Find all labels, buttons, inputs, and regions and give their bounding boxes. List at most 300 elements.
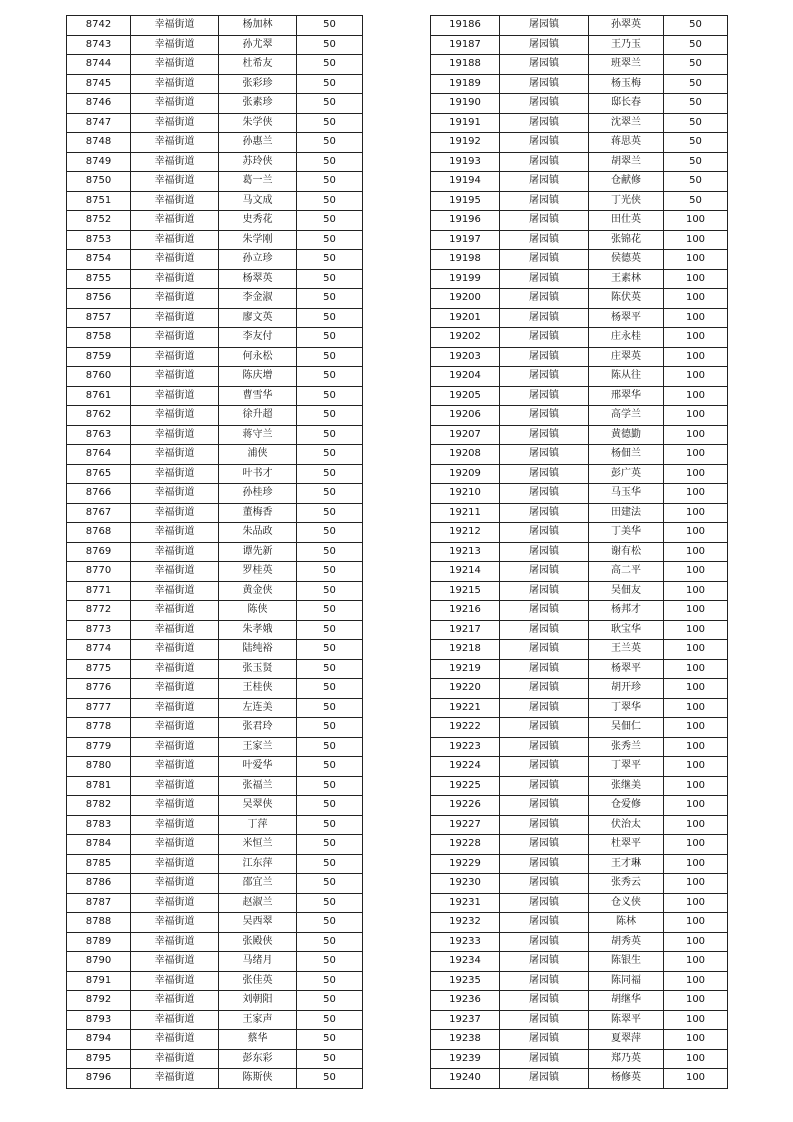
name-cell: 孙翠英 <box>589 16 664 36</box>
row-number-cell: 8767 <box>67 503 131 523</box>
table-row <box>431 542 728 562</box>
name-cell: 张福兰 <box>219 776 297 796</box>
table-row <box>67 269 363 289</box>
district-cell: 屠园镇 <box>500 971 589 991</box>
row-number-cell: 19239 <box>431 1049 500 1069</box>
row-number-cell: 8747 <box>67 113 131 133</box>
row-number-cell: 8785 <box>67 854 131 874</box>
name-cell: 陈翠平 <box>589 1010 664 1030</box>
row-number-cell: 19202 <box>431 328 500 348</box>
row-number-cell: 8759 <box>67 347 131 367</box>
amount-cell: 50 <box>297 74 363 94</box>
amount-cell: 100 <box>664 523 728 543</box>
table-row <box>431 854 728 874</box>
district-cell: 幸福街道 <box>131 874 219 894</box>
row-number-cell: 19197 <box>431 230 500 250</box>
table-row <box>67 35 363 55</box>
row-number-cell: 19186 <box>431 16 500 36</box>
row-number-cell: 19230 <box>431 874 500 894</box>
table-row <box>431 35 728 55</box>
district-cell: 幸福街道 <box>131 1049 219 1069</box>
table-row <box>67 289 363 309</box>
row-number-cell: 8793 <box>67 1010 131 1030</box>
name-cell: 谭先新 <box>219 542 297 562</box>
district-cell: 屠园镇 <box>500 854 589 874</box>
table-row <box>431 211 728 231</box>
amount-cell: 100 <box>664 815 728 835</box>
district-cell: 屠园镇 <box>500 718 589 738</box>
table-row <box>431 133 728 153</box>
amount-cell: 50 <box>664 152 728 172</box>
district-cell: 幸福街道 <box>131 133 219 153</box>
amount-cell: 100 <box>664 835 728 855</box>
district-cell: 屠园镇 <box>500 913 589 933</box>
row-number-cell: 8757 <box>67 308 131 328</box>
row-number-cell: 8762 <box>67 406 131 426</box>
district-cell: 幸福街道 <box>131 718 219 738</box>
district-cell: 屠园镇 <box>500 484 589 504</box>
table-row <box>67 796 363 816</box>
district-cell: 屠园镇 <box>500 640 589 660</box>
amount-cell: 50 <box>297 16 363 36</box>
table-row <box>67 581 363 601</box>
amount-cell: 100 <box>664 620 728 640</box>
table-row <box>67 425 363 445</box>
name-cell: 王兰英 <box>589 640 664 660</box>
table-row <box>431 620 728 640</box>
row-number-cell: 19218 <box>431 640 500 660</box>
row-number-cell: 8787 <box>67 893 131 913</box>
amount-cell: 50 <box>297 562 363 582</box>
row-number-cell: 19206 <box>431 406 500 426</box>
amount-cell: 50 <box>297 425 363 445</box>
name-cell: 张殿侠 <box>219 932 297 952</box>
row-number-cell: 19203 <box>431 347 500 367</box>
amount-cell: 50 <box>297 289 363 309</box>
name-cell: 曹雪华 <box>219 386 297 406</box>
district-cell: 屠园镇 <box>500 269 589 289</box>
name-cell: 朱品政 <box>219 523 297 543</box>
name-cell: 朱孝娥 <box>219 620 297 640</box>
amount-cell: 50 <box>297 191 363 211</box>
table-row <box>431 757 728 777</box>
row-number-cell: 19192 <box>431 133 500 153</box>
amount-cell: 50 <box>297 718 363 738</box>
name-cell: 邢翠华 <box>589 386 664 406</box>
district-cell: 屠园镇 <box>500 328 589 348</box>
name-cell: 张素珍 <box>219 94 297 114</box>
amount-cell: 50 <box>297 698 363 718</box>
district-cell: 屠园镇 <box>500 874 589 894</box>
amount-cell: 50 <box>297 269 363 289</box>
district-cell: 幸福街道 <box>131 152 219 172</box>
district-cell: 屠园镇 <box>500 386 589 406</box>
table-row <box>431 289 728 309</box>
district-cell: 屠园镇 <box>500 893 589 913</box>
amount-cell: 50 <box>297 1049 363 1069</box>
row-number-cell: 19209 <box>431 464 500 484</box>
name-cell: 丁美华 <box>589 523 664 543</box>
name-cell: 邵宜兰 <box>219 874 297 894</box>
amount-cell: 50 <box>297 679 363 699</box>
row-number-cell: 19225 <box>431 776 500 796</box>
amount-cell: 50 <box>664 191 728 211</box>
district-cell: 幸福街道 <box>131 757 219 777</box>
row-number-cell: 19227 <box>431 815 500 835</box>
table-row <box>431 737 728 757</box>
name-cell: 张君玲 <box>219 718 297 738</box>
amount-cell: 100 <box>664 211 728 231</box>
table-row <box>431 16 728 36</box>
district-cell: 屠园镇 <box>500 16 589 36</box>
row-number-cell: 19190 <box>431 94 500 114</box>
district-cell: 屠园镇 <box>500 503 589 523</box>
table-row <box>431 425 728 445</box>
table-row <box>431 1030 728 1050</box>
name-cell: 徐升超 <box>219 406 297 426</box>
name-cell: 江东萍 <box>219 854 297 874</box>
row-number-cell: 19219 <box>431 659 500 679</box>
district-cell: 幸福街道 <box>131 16 219 36</box>
district-cell: 幸福街道 <box>131 386 219 406</box>
district-cell: 屠园镇 <box>500 347 589 367</box>
district-cell: 幸福街道 <box>131 328 219 348</box>
name-cell: 陈从往 <box>589 367 664 387</box>
amount-cell: 50 <box>297 835 363 855</box>
amount-cell: 100 <box>664 698 728 718</box>
row-number-cell: 8774 <box>67 640 131 660</box>
district-cell: 幸福街道 <box>131 640 219 660</box>
amount-cell: 50 <box>297 932 363 952</box>
table-row <box>431 893 728 913</box>
table-row <box>431 406 728 426</box>
district-cell: 幸福街道 <box>131 620 219 640</box>
table-row <box>431 815 728 835</box>
row-number-cell: 19200 <box>431 289 500 309</box>
district-cell: 幸福街道 <box>131 523 219 543</box>
amount-cell: 100 <box>664 718 728 738</box>
table-row <box>67 55 363 75</box>
name-cell: 杜翠平 <box>589 835 664 855</box>
name-cell: 张继美 <box>589 776 664 796</box>
table-row <box>431 367 728 387</box>
table-row <box>67 737 363 757</box>
table-row <box>431 679 728 699</box>
row-number-cell: 8768 <box>67 523 131 543</box>
row-number-cell: 8752 <box>67 211 131 231</box>
row-number-cell: 19210 <box>431 484 500 504</box>
amount-cell: 50 <box>297 1030 363 1050</box>
amount-cell: 100 <box>664 952 728 972</box>
table-row <box>431 94 728 114</box>
amount-cell: 50 <box>297 659 363 679</box>
amount-cell: 100 <box>664 640 728 660</box>
table-row <box>67 757 363 777</box>
table-row <box>431 796 728 816</box>
row-number-cell: 19195 <box>431 191 500 211</box>
table-row <box>67 679 363 699</box>
amount-cell: 100 <box>664 737 728 757</box>
district-cell: 屠园镇 <box>500 581 589 601</box>
row-number-cell: 19231 <box>431 893 500 913</box>
name-cell: 陈伏英 <box>589 289 664 309</box>
district-cell: 幸福街道 <box>131 562 219 582</box>
name-cell: 孙尤翠 <box>219 35 297 55</box>
name-cell: 马文成 <box>219 191 297 211</box>
row-number-cell: 8789 <box>67 932 131 952</box>
table-row <box>67 250 363 270</box>
district-cell: 幸福街道 <box>131 776 219 796</box>
district-cell: 屠园镇 <box>500 932 589 952</box>
row-number-cell: 19240 <box>431 1069 500 1089</box>
table-row <box>431 250 728 270</box>
row-number-cell: 19188 <box>431 55 500 75</box>
table-row <box>431 172 728 192</box>
table-row <box>67 659 363 679</box>
amount-cell: 100 <box>664 874 728 894</box>
row-number-cell: 19201 <box>431 308 500 328</box>
table-row <box>67 133 363 153</box>
name-cell: 米恒兰 <box>219 835 297 855</box>
row-number-cell: 8784 <box>67 835 131 855</box>
district-cell: 幸福街道 <box>131 913 219 933</box>
row-number-cell: 8754 <box>67 250 131 270</box>
name-cell: 杨邦才 <box>589 601 664 621</box>
name-cell: 孙立珍 <box>219 250 297 270</box>
amount-cell: 100 <box>664 484 728 504</box>
name-cell: 张佳英 <box>219 971 297 991</box>
table-row <box>67 523 363 543</box>
amount-cell: 50 <box>297 815 363 835</box>
amount-cell: 100 <box>664 932 728 952</box>
table-row <box>431 874 728 894</box>
name-cell: 仓爱修 <box>589 796 664 816</box>
name-cell: 何永松 <box>219 347 297 367</box>
district-cell: 幸福街道 <box>131 445 219 465</box>
name-cell: 田建法 <box>589 503 664 523</box>
amount-cell: 50 <box>297 601 363 621</box>
amount-cell: 50 <box>297 874 363 894</box>
amount-cell: 100 <box>664 1049 728 1069</box>
table-row <box>431 640 728 660</box>
name-cell: 彭东彩 <box>219 1049 297 1069</box>
table-row <box>431 523 728 543</box>
district-cell: 屠园镇 <box>500 406 589 426</box>
name-cell: 丁翠平 <box>589 757 664 777</box>
name-cell: 胡开珍 <box>589 679 664 699</box>
district-cell: 屠园镇 <box>500 55 589 75</box>
name-cell: 黄金侠 <box>219 581 297 601</box>
district-cell: 幸福街道 <box>131 581 219 601</box>
district-cell: 屠园镇 <box>500 250 589 270</box>
table-row <box>431 562 728 582</box>
amount-cell: 50 <box>297 464 363 484</box>
table-row <box>67 815 363 835</box>
district-cell: 屠园镇 <box>500 308 589 328</box>
amount-cell: 50 <box>664 55 728 75</box>
row-number-cell: 8791 <box>67 971 131 991</box>
table-row <box>67 406 363 426</box>
table-row <box>431 581 728 601</box>
table-row <box>67 991 363 1011</box>
name-cell: 朱学刚 <box>219 230 297 250</box>
amount-cell: 50 <box>297 367 363 387</box>
name-cell: 马绪月 <box>219 952 297 972</box>
table-row <box>431 152 728 172</box>
amount-cell: 50 <box>664 35 728 55</box>
name-cell: 王素林 <box>589 269 664 289</box>
table-row <box>431 308 728 328</box>
right-table-body <box>431 16 728 1089</box>
amount-cell: 100 <box>664 776 728 796</box>
amount-cell: 100 <box>664 562 728 582</box>
table-row <box>431 328 728 348</box>
name-cell: 陈庆增 <box>219 367 297 387</box>
table-row <box>67 1030 363 1050</box>
row-number-cell: 19216 <box>431 601 500 621</box>
name-cell: 吴翠侠 <box>219 796 297 816</box>
name-cell: 张秀兰 <box>589 737 664 757</box>
row-number-cell: 19236 <box>431 991 500 1011</box>
name-cell: 庄永桂 <box>589 328 664 348</box>
name-cell: 王桂侠 <box>219 679 297 699</box>
table-row <box>67 932 363 952</box>
row-number-cell: 8788 <box>67 913 131 933</box>
name-cell: 叶爱华 <box>219 757 297 777</box>
amount-cell: 100 <box>664 308 728 328</box>
name-cell: 郑乃英 <box>589 1049 664 1069</box>
name-cell: 陈林 <box>589 913 664 933</box>
row-number-cell: 8764 <box>67 445 131 465</box>
row-number-cell: 19228 <box>431 835 500 855</box>
district-cell: 幸福街道 <box>131 971 219 991</box>
district-cell: 幸福街道 <box>131 503 219 523</box>
amount-cell: 100 <box>664 328 728 348</box>
district-cell: 幸福街道 <box>131 991 219 1011</box>
row-number-cell: 19204 <box>431 367 500 387</box>
table-row <box>67 1049 363 1069</box>
district-cell: 幸福街道 <box>131 835 219 855</box>
amount-cell: 50 <box>297 952 363 972</box>
amount-cell: 100 <box>664 425 728 445</box>
district-cell: 幸福街道 <box>131 1030 219 1050</box>
district-cell: 屠园镇 <box>500 542 589 562</box>
amount-cell: 50 <box>297 445 363 465</box>
amount-cell: 50 <box>297 757 363 777</box>
district-cell: 屠园镇 <box>500 1010 589 1030</box>
table-row <box>67 952 363 972</box>
district-cell: 屠园镇 <box>500 289 589 309</box>
district-cell: 幸福街道 <box>131 55 219 75</box>
name-cell: 杨翠平 <box>589 308 664 328</box>
district-cell: 幸福街道 <box>131 464 219 484</box>
row-number-cell: 8781 <box>67 776 131 796</box>
table-row <box>67 328 363 348</box>
table-row <box>67 503 363 523</box>
row-number-cell: 8786 <box>67 874 131 894</box>
district-cell: 幸福街道 <box>131 698 219 718</box>
name-cell: 吴佃友 <box>589 581 664 601</box>
name-cell: 陈银生 <box>589 952 664 972</box>
table-row <box>67 191 363 211</box>
name-cell: 罗桂英 <box>219 562 297 582</box>
name-cell: 蒋思英 <box>589 133 664 153</box>
table-row <box>431 74 728 94</box>
district-cell: 幸福街道 <box>131 94 219 114</box>
name-cell: 黄德勤 <box>589 425 664 445</box>
amount-cell: 50 <box>297 1010 363 1030</box>
name-cell: 杨佃兰 <box>589 445 664 465</box>
district-cell: 屠园镇 <box>500 562 589 582</box>
table-row <box>431 913 728 933</box>
amount-cell: 50 <box>297 386 363 406</box>
amount-cell: 100 <box>664 757 728 777</box>
name-cell: 刘朝阳 <box>219 991 297 1011</box>
district-cell: 幸福街道 <box>131 815 219 835</box>
amount-cell: 50 <box>664 74 728 94</box>
table-row <box>431 601 728 621</box>
table-row <box>431 776 728 796</box>
district-cell: 屠园镇 <box>500 1069 589 1089</box>
amount-cell: 50 <box>297 113 363 133</box>
name-cell: 张彩珍 <box>219 74 297 94</box>
amount-cell: 100 <box>664 406 728 426</box>
name-cell: 邸长春 <box>589 94 664 114</box>
table-row <box>67 94 363 114</box>
amount-cell: 50 <box>297 211 363 231</box>
row-number-cell: 19221 <box>431 698 500 718</box>
amount-cell: 100 <box>664 386 728 406</box>
name-cell: 史秀花 <box>219 211 297 231</box>
name-cell: 夏翠萍 <box>589 1030 664 1050</box>
row-number-cell: 19212 <box>431 523 500 543</box>
table-row <box>431 991 728 1011</box>
row-number-cell: 8772 <box>67 601 131 621</box>
amount-cell: 50 <box>297 640 363 660</box>
table-row <box>67 484 363 504</box>
amount-cell: 50 <box>297 484 363 504</box>
row-number-cell: 8743 <box>67 35 131 55</box>
table-row <box>67 854 363 874</box>
row-number-cell: 8749 <box>67 152 131 172</box>
row-number-cell: 8748 <box>67 133 131 153</box>
amount-cell: 50 <box>297 991 363 1011</box>
table-row <box>431 484 728 504</box>
row-number-cell: 19196 <box>431 211 500 231</box>
district-cell: 幸福街道 <box>131 1010 219 1030</box>
name-cell: 孙惠兰 <box>219 133 297 153</box>
row-number-cell: 8794 <box>67 1030 131 1050</box>
row-number-cell: 19191 <box>431 113 500 133</box>
name-cell: 杜希友 <box>219 55 297 75</box>
table-row <box>431 1010 728 1030</box>
row-number-cell: 8792 <box>67 991 131 1011</box>
row-number-cell: 8763 <box>67 425 131 445</box>
district-cell: 幸福街道 <box>131 679 219 699</box>
row-number-cell: 19207 <box>431 425 500 445</box>
row-number-cell: 19224 <box>431 757 500 777</box>
amount-cell: 100 <box>664 250 728 270</box>
district-cell: 屠园镇 <box>500 35 589 55</box>
district-cell: 幸福街道 <box>131 74 219 94</box>
district-cell: 幸福街道 <box>131 425 219 445</box>
row-number-cell: 19238 <box>431 1030 500 1050</box>
table-row <box>67 874 363 894</box>
table-row <box>431 464 728 484</box>
name-cell: 董梅香 <box>219 503 297 523</box>
table-row <box>67 230 363 250</box>
district-cell: 屠园镇 <box>500 620 589 640</box>
